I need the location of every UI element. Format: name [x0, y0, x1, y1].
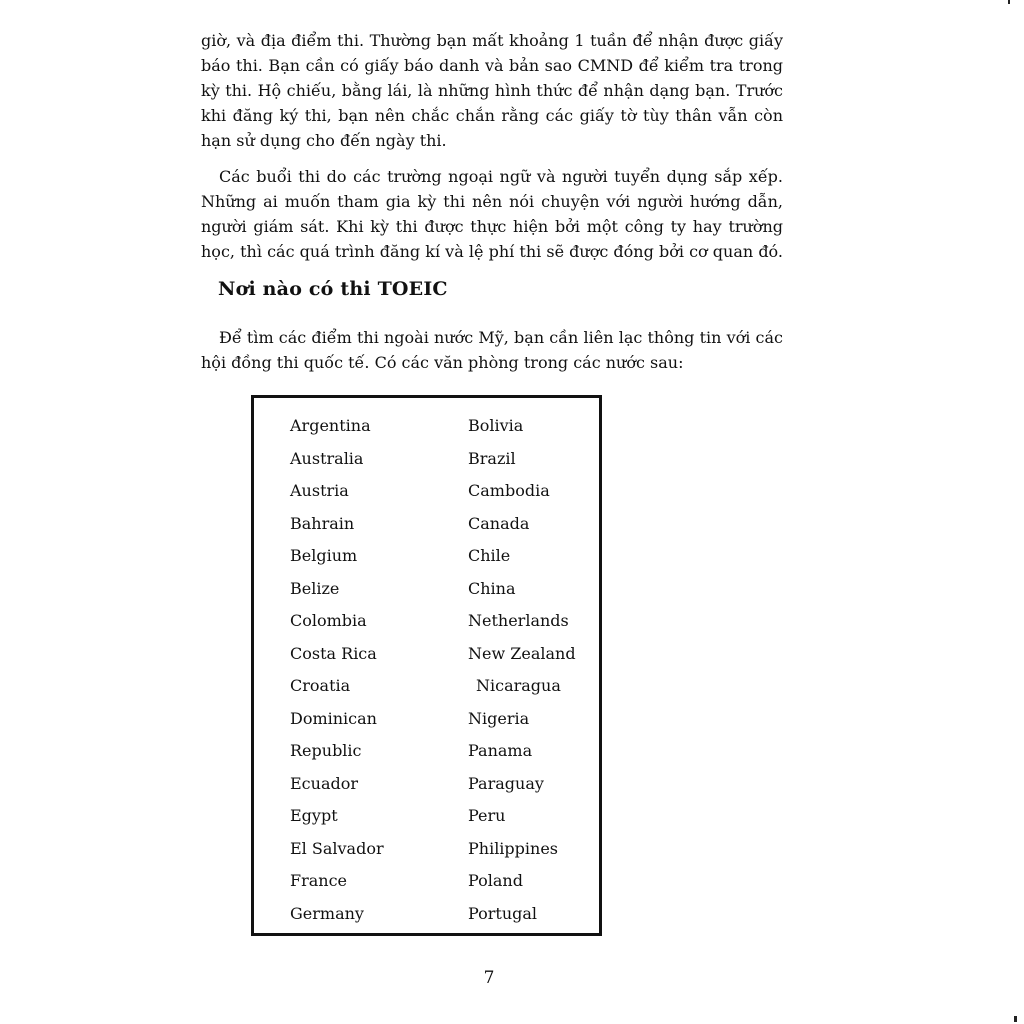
page-number: 7: [483, 968, 495, 988]
country-item: France: [290, 871, 348, 890]
country-item: Chile: [468, 546, 511, 565]
country-item: Egypt: [290, 806, 338, 825]
country-item: Nicaragua: [476, 676, 561, 695]
country-item: Peru: [468, 806, 506, 825]
country-item: Paraguay: [468, 774, 544, 793]
text-line: giờ, và địa điểm thi. Thường bạn mất khoảng 1 tuần để nhận được giấy: [201, 31, 783, 50]
text-line: học, thì các quá trình đăng kí và lệ phí thi sẽ được đóng bởi cơ quan đó.: [201, 242, 783, 261]
text-line: khi đăng ký thi, bạn nên chắc chắn rằng các giấy tờ tùy thân vẫn còn: [201, 106, 783, 125]
country-item: Belgium: [290, 546, 358, 565]
country-item: Philippines: [468, 839, 559, 858]
country-item: Australia: [290, 449, 364, 468]
text-line: kỳ thi. Hộ chiếu, bằng lái, là những hình thức để nhận dạng bạn. Trước: [201, 81, 783, 100]
country-item: Bolivia: [468, 416, 524, 435]
country-item: Republic: [290, 741, 362, 760]
country-item: Croatia: [290, 676, 351, 695]
text-line: báo thi. Bạn cần có giấy báo danh và bản sao CMND để kiểm tra trong: [201, 56, 783, 75]
country-item: Colombia: [290, 611, 367, 630]
text-line: Các buổi thi do các trường ngoại ngữ và người tuyển dụng sắp xếp.: [219, 167, 783, 186]
country-item: Cambodia: [468, 481, 550, 500]
country-item: Belize: [290, 579, 340, 598]
text-line: người giám sát. Khi kỳ thi được thực hiện bởi một công ty hay trường: [201, 217, 783, 236]
paragraph-exam-sessions: [201, 164, 783, 264]
country-item: Brazil: [468, 449, 516, 468]
country-item: Germany: [290, 904, 364, 923]
country-item: Argentina: [290, 416, 371, 435]
country-item: El Salvador: [290, 839, 384, 858]
text-line: Những ai muốn tham gia kỳ thi nên nói chuyện với người hướng dẫn,: [201, 192, 783, 211]
country-item: Portugal: [468, 904, 538, 923]
text-line: hội đồng thi quốc tế. Có các văn phòng trong các nước sau:: [201, 353, 684, 372]
country-item: Dominican: [290, 709, 377, 728]
paragraph-exam-registration: [201, 28, 783, 153]
country-item: Nigeria: [468, 709, 530, 728]
text-line: Để tìm các điểm thi ngoài nước Mỹ, bạn cần liên lạc thông tin với các: [219, 328, 783, 347]
country-item: New Zealand: [468, 644, 576, 663]
country-item: Bahrain: [290, 514, 355, 533]
scan-mark: [1008, 0, 1010, 4]
country-list-box: [251, 395, 602, 936]
country-item: Austria: [290, 481, 349, 500]
text-line: hạn sử dụng cho đến ngày thi.: [201, 131, 447, 150]
country-item: Ecuador: [290, 774, 359, 793]
country-item: China: [468, 579, 516, 598]
paragraph-exam-locations: [201, 325, 783, 375]
section-heading: Nơi nào có thi TOEIC: [218, 278, 448, 300]
country-item: Netherlands: [468, 611, 569, 630]
country-item: Costa Rica: [290, 644, 377, 663]
country-item: Poland: [468, 871, 523, 890]
country-item: Panama: [468, 741, 533, 760]
country-item: Canada: [468, 514, 530, 533]
scan-mark: [1014, 1016, 1017, 1022]
